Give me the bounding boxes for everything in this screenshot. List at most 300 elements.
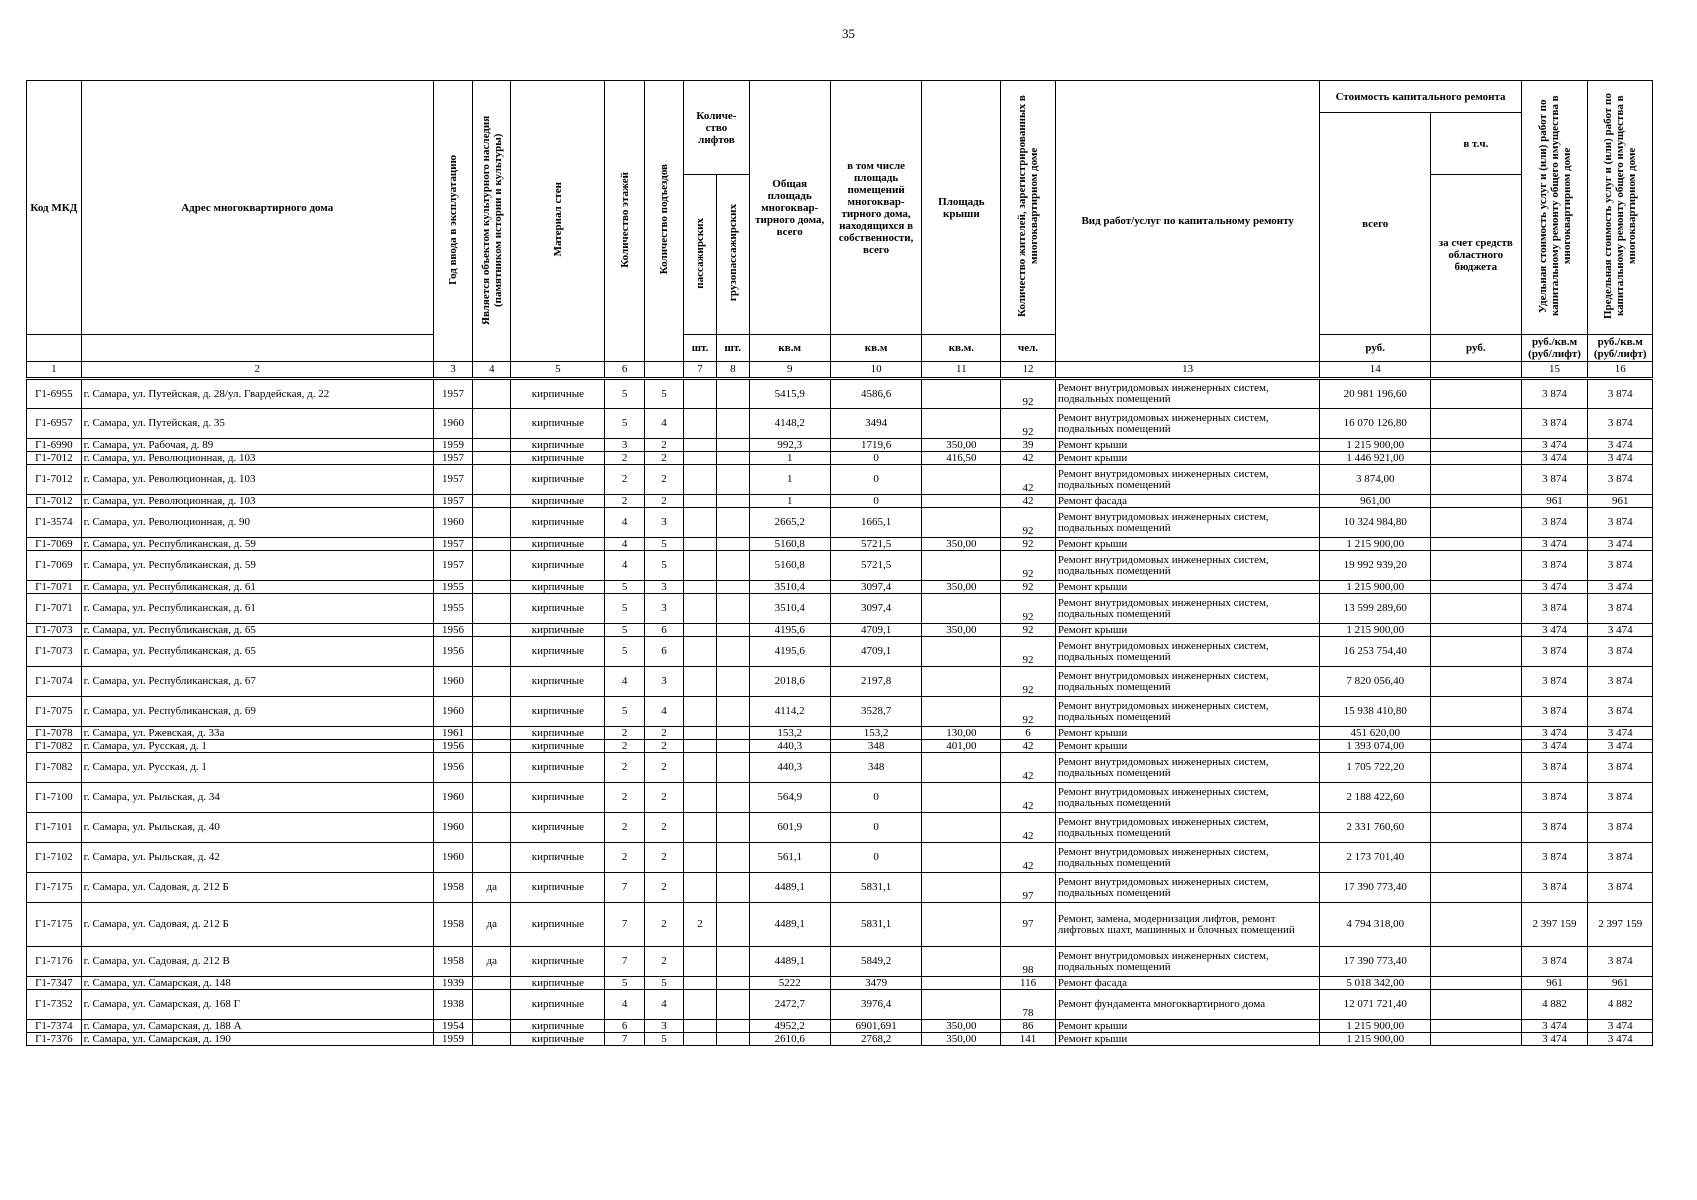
row-floors: 4 xyxy=(605,667,644,697)
row-owned-area: 0 xyxy=(830,813,922,843)
row-code: Г1-7102 xyxy=(27,843,82,873)
row-lifts-pass xyxy=(684,439,717,452)
row-max-cost: 3 474 xyxy=(1588,740,1653,753)
row-wall-material: кирпичные xyxy=(511,990,605,1020)
row-lifts-cargo xyxy=(716,538,749,551)
row-total-area: 601,9 xyxy=(749,813,830,843)
row-floors: 5 xyxy=(605,697,644,727)
row-total-area: 564,9 xyxy=(749,783,830,813)
row-unit-cost: 3 474 xyxy=(1521,1020,1588,1033)
col-num: 2 xyxy=(81,362,433,379)
row-owned-area: 1719,6 xyxy=(830,439,922,452)
unit-rub-2: руб. xyxy=(1430,335,1521,362)
row-code: Г1-7175 xyxy=(27,903,82,947)
row-roof-area xyxy=(922,697,1001,727)
row-lifts-cargo xyxy=(716,439,749,452)
row-residents: 42 xyxy=(1001,740,1056,753)
row-code: Г1-6990 xyxy=(27,439,82,452)
row-wall-material: кирпичные xyxy=(511,637,605,667)
row-year: 1960 xyxy=(433,843,472,873)
table-row xyxy=(27,873,1653,903)
row-max-cost: 961 xyxy=(1588,495,1653,508)
row-roof-area: 416,50 xyxy=(922,452,1001,465)
row-max-cost: 4 882 xyxy=(1588,990,1653,1020)
row-work-type: Ремонт внутридомовых инженерных систем, подвальных помещений xyxy=(1055,551,1320,581)
row-roof-area xyxy=(922,873,1001,903)
row-heritage xyxy=(473,439,511,452)
header-entrances: Количество подъездов xyxy=(644,81,683,362)
row-floors: 3 xyxy=(605,439,644,452)
row-owned-area: 4586,6 xyxy=(830,379,922,409)
row-cost-total: 451 620,00 xyxy=(1320,727,1430,740)
row-address: г. Самара, ул. Русская, д. 1 xyxy=(81,753,433,783)
row-unit-cost: 3 474 xyxy=(1521,439,1588,452)
row-heritage xyxy=(473,1020,511,1033)
row-roof-area xyxy=(922,783,1001,813)
row-owned-area: 5831,1 xyxy=(830,873,922,903)
row-code: Г1-7073 xyxy=(27,624,82,637)
table-row xyxy=(27,452,1653,465)
row-heritage xyxy=(473,990,511,1020)
row-roof-area xyxy=(922,813,1001,843)
row-max-cost: 2 397 159 xyxy=(1588,903,1653,947)
row-cost-regional xyxy=(1430,1020,1521,1033)
header-lifts-pass: пассажирских xyxy=(684,175,717,335)
row-entrances: 2 xyxy=(644,813,683,843)
row-heritage xyxy=(473,465,511,495)
row-entrances: 2 xyxy=(644,465,683,495)
row-heritage xyxy=(473,667,511,697)
row-total-area: 4489,1 xyxy=(749,947,830,977)
row-unit-cost: 961 xyxy=(1521,977,1588,990)
row-lifts-cargo xyxy=(716,667,749,697)
row-unit-cost: 3 474 xyxy=(1521,727,1588,740)
row-wall-material: кирпичные xyxy=(511,783,605,813)
row-roof-area: 350,00 xyxy=(922,624,1001,637)
row-heritage xyxy=(473,697,511,727)
row-entrances: 5 xyxy=(644,551,683,581)
header-cost-incl: в т.ч. xyxy=(1430,113,1521,175)
row-max-cost: 3 474 xyxy=(1588,538,1653,551)
row-address: г. Самара, ул. Рыльская, д. 40 xyxy=(81,813,433,843)
row-lifts-pass xyxy=(684,508,717,538)
table-row xyxy=(27,843,1653,873)
row-cost-total: 1 215 900,00 xyxy=(1320,624,1430,637)
row-heritage xyxy=(473,409,511,439)
row-lifts-cargo xyxy=(716,508,749,538)
row-total-area: 4148,2 xyxy=(749,409,830,439)
row-wall-material: кирпичные xyxy=(511,667,605,697)
row-lifts-cargo xyxy=(716,1020,749,1033)
row-entrances: 2 xyxy=(644,439,683,452)
row-address: г. Самара, ул. Республиканская, д. 61 xyxy=(81,581,433,594)
row-cost-regional xyxy=(1430,783,1521,813)
table-row xyxy=(27,551,1653,581)
row-entrances: 2 xyxy=(644,783,683,813)
row-address: г. Самара, ул. Ржевская, д. 33а xyxy=(81,727,433,740)
row-work-type: Ремонт крыши xyxy=(1055,1020,1320,1033)
row-residents: 92 xyxy=(1001,409,1056,439)
row-address: г. Самара, ул. Республиканская, д. 59 xyxy=(81,538,433,551)
row-heritage xyxy=(473,581,511,594)
row-heritage xyxy=(473,1033,511,1046)
row-entrances: 5 xyxy=(644,379,683,409)
row-year: 1959 xyxy=(433,439,472,452)
row-owned-area: 5721,5 xyxy=(830,538,922,551)
row-code: Г1-7376 xyxy=(27,1033,82,1046)
row-address: г. Самара, ул. Самарская, д. 168 Г xyxy=(81,990,433,1020)
table-row xyxy=(27,465,1653,495)
table-row xyxy=(27,1020,1653,1033)
row-wall-material: кирпичные xyxy=(511,740,605,753)
row-total-area: 4489,1 xyxy=(749,903,830,947)
row-code: Г1-7071 xyxy=(27,581,82,594)
table-header xyxy=(27,81,1653,379)
row-total-area: 561,1 xyxy=(749,843,830,873)
row-address: г. Самара, ул. Садовая, д. 212 В xyxy=(81,947,433,977)
row-max-cost: 3 874 xyxy=(1588,843,1653,873)
row-unit-cost: 3 874 xyxy=(1521,667,1588,697)
row-owned-area: 5831,1 xyxy=(830,903,922,947)
row-residents: 42 xyxy=(1001,753,1056,783)
row-max-cost: 3 874 xyxy=(1588,551,1653,581)
row-floors: 7 xyxy=(605,947,644,977)
row-lifts-pass xyxy=(684,783,717,813)
row-code: Г1-3574 xyxy=(27,508,82,538)
row-unit-cost: 4 882 xyxy=(1521,990,1588,1020)
row-lifts-cargo xyxy=(716,947,749,977)
unit-address xyxy=(81,335,433,362)
row-unit-cost: 3 874 xyxy=(1521,947,1588,977)
row-residents: 116 xyxy=(1001,977,1056,990)
row-work-type: Ремонт внутридомовых инженерных систем, подвальных помещений xyxy=(1055,637,1320,667)
row-entrances: 3 xyxy=(644,581,683,594)
row-lifts-pass xyxy=(684,753,717,783)
row-cost-total: 1 215 900,00 xyxy=(1320,538,1430,551)
row-cost-regional xyxy=(1430,1033,1521,1046)
row-year: 1960 xyxy=(433,667,472,697)
row-work-type: Ремонт, замена, модернизация лифтов, ремонт лифтовых шахт, машинных и блочных помещений xyxy=(1055,903,1320,947)
row-code: Г1-7012 xyxy=(27,452,82,465)
row-wall-material: кирпичные xyxy=(511,813,605,843)
col-num: 14 xyxy=(1320,362,1430,379)
row-roof-area xyxy=(922,753,1001,783)
row-year: 1938 xyxy=(433,990,472,1020)
row-heritage xyxy=(473,637,511,667)
row-residents: 97 xyxy=(1001,903,1056,947)
row-cost-regional xyxy=(1430,740,1521,753)
row-wall-material: кирпичные xyxy=(511,977,605,990)
row-unit-cost: 3 874 xyxy=(1521,379,1588,409)
row-year: 1956 xyxy=(433,753,472,783)
row-lifts-pass xyxy=(684,1033,717,1046)
row-work-type: Ремонт внутридомовых инженерных систем, подвальных помещений xyxy=(1055,873,1320,903)
row-residents: 92 xyxy=(1001,594,1056,624)
capital-repair-table xyxy=(26,80,1653,1046)
table-row xyxy=(27,740,1653,753)
row-year: 1956 xyxy=(433,624,472,637)
row-lifts-pass xyxy=(684,637,717,667)
row-cost-total: 4 794 318,00 xyxy=(1320,903,1430,947)
row-max-cost: 3 474 xyxy=(1588,452,1653,465)
row-address: г. Самара, ул. Революционная, д. 103 xyxy=(81,495,433,508)
row-year: 1960 xyxy=(433,409,472,439)
row-work-type: Ремонт внутридомовых инженерных систем, подвальных помещений xyxy=(1055,813,1320,843)
row-heritage xyxy=(473,495,511,508)
row-owned-area: 4709,1 xyxy=(830,624,922,637)
row-owned-area: 153,2 xyxy=(830,727,922,740)
row-work-type: Ремонт крыши xyxy=(1055,439,1320,452)
header-unit-cost: Удельная стоимость услуг и (или) работ по капитальному ремонту общего имущества в многоквартирном доме xyxy=(1521,81,1588,335)
row-roof-area xyxy=(922,409,1001,439)
col-num: 1 xyxy=(27,362,82,379)
header-wall: Материал стен xyxy=(511,81,605,362)
row-code: Г1-7101 xyxy=(27,813,82,843)
row-floors: 2 xyxy=(605,843,644,873)
header-total-area: Общая площадь многоквар- тирного дома, всего xyxy=(749,81,830,335)
row-roof-area xyxy=(922,667,1001,697)
row-floors: 5 xyxy=(605,624,644,637)
row-owned-area: 5849,2 xyxy=(830,947,922,977)
row-roof-area xyxy=(922,379,1001,409)
table-row xyxy=(27,538,1653,551)
row-residents: 141 xyxy=(1001,1033,1056,1046)
row-lifts-pass xyxy=(684,1020,717,1033)
row-owned-area: 348 xyxy=(830,740,922,753)
header-residents: Количество жителей, зарегистрированных в многоквартирном доме xyxy=(1001,81,1056,335)
row-total-area: 153,2 xyxy=(749,727,830,740)
col-num: 15 xyxy=(1521,362,1588,379)
row-heritage: да xyxy=(473,947,511,977)
row-lifts-pass xyxy=(684,409,717,439)
row-total-area: 4489,1 xyxy=(749,873,830,903)
row-residents: 92 xyxy=(1001,379,1056,409)
row-cost-regional xyxy=(1430,538,1521,551)
row-code: Г1-7374 xyxy=(27,1020,82,1033)
row-roof-area: 350,00 xyxy=(922,439,1001,452)
row-floors: 6 xyxy=(605,1020,644,1033)
row-address: г. Самара, ул. Республиканская, д. 59 xyxy=(81,551,433,581)
row-entrances: 2 xyxy=(644,740,683,753)
row-address: г. Самара, ул. Садовая, д. 212 Б xyxy=(81,873,433,903)
row-code: Г1-7075 xyxy=(27,697,82,727)
unit-pcs-2: шт. xyxy=(716,335,749,362)
row-owned-area: 0 xyxy=(830,465,922,495)
row-lifts-pass xyxy=(684,697,717,727)
row-floors: 2 xyxy=(605,783,644,813)
row-code: Г1-7069 xyxy=(27,538,82,551)
row-cost-regional xyxy=(1430,581,1521,594)
col-num: 3 xyxy=(433,362,472,379)
row-wall-material: кирпичные xyxy=(511,843,605,873)
row-heritage: да xyxy=(473,873,511,903)
row-roof-area xyxy=(922,495,1001,508)
unit-rub-sqm-1: руб./кв.м (руб/лифт) xyxy=(1521,335,1588,362)
row-max-cost: 3 874 xyxy=(1588,873,1653,903)
row-total-area: 4114,2 xyxy=(749,697,830,727)
row-lifts-pass xyxy=(684,379,717,409)
table-row xyxy=(27,594,1653,624)
table-row xyxy=(27,727,1653,740)
row-cost-regional xyxy=(1430,439,1521,452)
header-lifts-cargo: грузопассажирских xyxy=(716,175,749,335)
row-unit-cost: 3 474 xyxy=(1521,624,1588,637)
col-num: 13 xyxy=(1055,362,1320,379)
row-year: 1939 xyxy=(433,977,472,990)
row-code: Г1-7071 xyxy=(27,594,82,624)
row-lifts-pass xyxy=(684,947,717,977)
row-code: Г1-6957 xyxy=(27,409,82,439)
row-owned-area: 2197,8 xyxy=(830,667,922,697)
row-unit-cost: 3 874 xyxy=(1521,637,1588,667)
row-heritage xyxy=(473,594,511,624)
row-code: Г1-7176 xyxy=(27,947,82,977)
row-roof-area: 130,00 xyxy=(922,727,1001,740)
column-numbers-row xyxy=(27,362,1653,379)
row-unit-cost: 3 474 xyxy=(1521,1033,1588,1046)
row-address: г. Самара, ул. Путейская, д. 28/ул. Гвардейская, д. 22 xyxy=(81,379,433,409)
row-year: 1958 xyxy=(433,873,472,903)
row-year: 1957 xyxy=(433,495,472,508)
header-address: Адрес многоквартирного дома xyxy=(81,81,433,335)
unit-people: чел. xyxy=(1001,335,1056,362)
row-year: 1960 xyxy=(433,508,472,538)
row-year: 1960 xyxy=(433,697,472,727)
row-lifts-cargo xyxy=(716,594,749,624)
row-roof-area xyxy=(922,465,1001,495)
row-floors: 2 xyxy=(605,495,644,508)
row-address: г. Самара, ул. Садовая, д. 212 Б xyxy=(81,903,433,947)
row-work-type: Ремонт внутридомовых инженерных систем, подвальных помещений xyxy=(1055,667,1320,697)
row-roof-area: 401,00 xyxy=(922,740,1001,753)
row-cost-total: 1 215 900,00 xyxy=(1320,581,1430,594)
row-floors: 2 xyxy=(605,452,644,465)
row-owned-area: 3479 xyxy=(830,977,922,990)
row-heritage xyxy=(473,551,511,581)
row-lifts-pass: 2 xyxy=(684,903,717,947)
row-work-type: Ремонт крыши xyxy=(1055,624,1320,637)
row-roof-area: 350,00 xyxy=(922,1033,1001,1046)
row-address: г. Самара, ул. Рыльская, д. 42 xyxy=(81,843,433,873)
row-lifts-pass xyxy=(684,495,717,508)
row-roof-area xyxy=(922,947,1001,977)
row-residents: 42 xyxy=(1001,843,1056,873)
row-work-type: Ремонт внутридомовых инженерных систем, подвальных помещений xyxy=(1055,783,1320,813)
row-cost-total: 2 331 760,60 xyxy=(1320,813,1430,843)
row-work-type: Ремонт фасада xyxy=(1055,977,1320,990)
row-address: г. Самара, ул. Революционная, д. 90 xyxy=(81,508,433,538)
row-lifts-cargo xyxy=(716,783,749,813)
row-cost-total: 961,00 xyxy=(1320,495,1430,508)
row-lifts-pass xyxy=(684,843,717,873)
row-cost-total: 10 324 984,80 xyxy=(1320,508,1430,538)
unit-rub-sqm-2: руб./кв.м (руб/лифт) xyxy=(1588,335,1653,362)
row-roof-area xyxy=(922,551,1001,581)
row-floors: 4 xyxy=(605,551,644,581)
row-max-cost: 3 874 xyxy=(1588,947,1653,977)
row-total-area: 3510,4 xyxy=(749,581,830,594)
row-lifts-pass xyxy=(684,551,717,581)
row-heritage xyxy=(473,977,511,990)
row-work-type: Ремонт фасада xyxy=(1055,495,1320,508)
row-unit-cost: 3 474 xyxy=(1521,581,1588,594)
row-wall-material: кирпичные xyxy=(511,947,605,977)
row-cost-regional xyxy=(1430,753,1521,783)
row-lifts-pass xyxy=(684,977,717,990)
row-cost-regional xyxy=(1430,551,1521,581)
row-owned-area: 0 xyxy=(830,495,922,508)
row-unit-cost: 3 874 xyxy=(1521,813,1588,843)
header-owned-area: в том числе площадь помещений многоквар- тирного дома, находящихся в собственности, всего xyxy=(830,81,922,335)
col-num: 6 xyxy=(605,362,644,379)
col-num: 7 xyxy=(684,362,717,379)
row-heritage xyxy=(473,538,511,551)
header-heritage: Является объектом культурного наследия (памятником истории и культуры) xyxy=(473,81,511,362)
row-year: 1960 xyxy=(433,783,472,813)
row-cost-regional xyxy=(1430,495,1521,508)
row-floors: 5 xyxy=(605,594,644,624)
row-year: 1954 xyxy=(433,1020,472,1033)
row-residents: 92 xyxy=(1001,637,1056,667)
row-year: 1961 xyxy=(433,727,472,740)
row-unit-cost: 3 874 xyxy=(1521,697,1588,727)
row-cost-regional xyxy=(1430,813,1521,843)
row-residents: 78 xyxy=(1001,990,1056,1020)
row-cost-total: 5 018 342,00 xyxy=(1320,977,1430,990)
row-roof-area xyxy=(922,843,1001,873)
table-row xyxy=(27,495,1653,508)
table-row xyxy=(27,637,1653,667)
row-cost-total: 19 992 939,20 xyxy=(1320,551,1430,581)
row-heritage xyxy=(473,727,511,740)
header-year: Год ввода в эксплуатацию xyxy=(433,81,472,362)
row-entrances: 4 xyxy=(644,990,683,1020)
row-address: г. Самара, ул. Самарская, д. 188 А xyxy=(81,1020,433,1033)
row-lifts-pass xyxy=(684,452,717,465)
row-entrances: 5 xyxy=(644,538,683,551)
row-floors: 7 xyxy=(605,1033,644,1046)
row-unit-cost: 3 874 xyxy=(1521,783,1588,813)
row-total-area: 4195,6 xyxy=(749,624,830,637)
row-owned-area: 0 xyxy=(830,783,922,813)
row-year: 1957 xyxy=(433,465,472,495)
row-address: г. Самара, ул. Рыльская, д. 34 xyxy=(81,783,433,813)
row-lifts-pass xyxy=(684,581,717,594)
row-wall-material: кирпичные xyxy=(511,409,605,439)
row-address: г. Самара, ул. Самарская, д. 148 xyxy=(81,977,433,990)
row-lifts-cargo xyxy=(716,465,749,495)
table-row xyxy=(27,903,1653,947)
col-num: 8 xyxy=(716,362,749,379)
row-cost-regional xyxy=(1430,697,1521,727)
row-cost-regional xyxy=(1430,409,1521,439)
row-entrances: 2 xyxy=(644,753,683,783)
row-work-type: Ремонт крыши xyxy=(1055,1033,1320,1046)
row-total-area: 2610,6 xyxy=(749,1033,830,1046)
row-residents: 42 xyxy=(1001,452,1056,465)
row-roof-area: 350,00 xyxy=(922,581,1001,594)
row-owned-area: 348 xyxy=(830,753,922,783)
row-year: 1957 xyxy=(433,379,472,409)
row-cost-regional xyxy=(1430,508,1521,538)
row-code: Г1-7352 xyxy=(27,990,82,1020)
row-lifts-cargo xyxy=(716,903,749,947)
row-total-area: 1 xyxy=(749,452,830,465)
row-year: 1958 xyxy=(433,947,472,977)
table-row xyxy=(27,379,1653,409)
row-lifts-pass xyxy=(684,538,717,551)
row-address: г. Самара, ул. Рабочая, д. 89 xyxy=(81,439,433,452)
